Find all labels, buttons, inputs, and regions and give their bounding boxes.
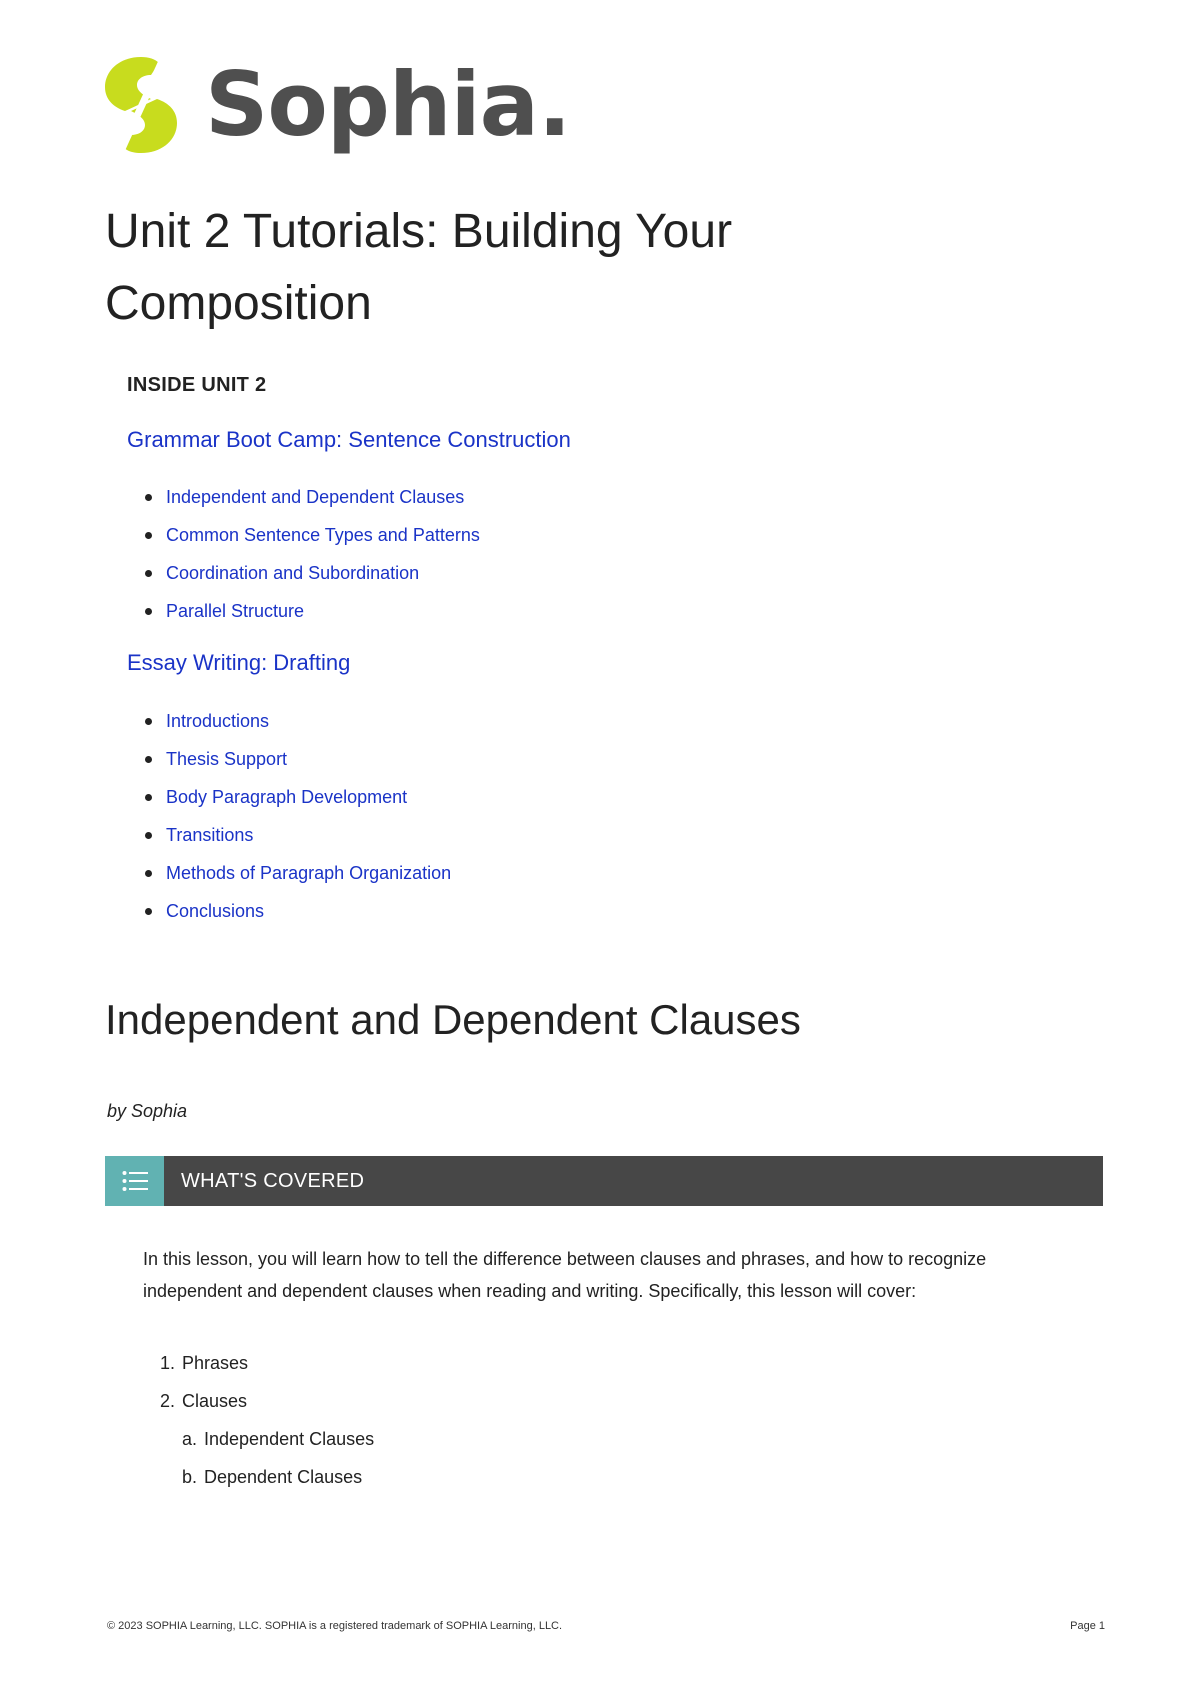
item-letter: b.: [182, 1466, 198, 1487]
tutorial-link[interactable]: Independent and Dependent Clauses: [166, 486, 465, 507]
list-item: [145, 592, 480, 630]
list-item: [145, 892, 451, 930]
bullet-icon: [145, 718, 152, 725]
bullet-icon: [145, 908, 152, 915]
item-letter: a.: [182, 1428, 198, 1449]
subtopic-list: [160, 1420, 374, 1496]
copyright-text: © 2023 SOPHIA Learning, LLC. SOPHIA is a registered trademark of SOPHIA Learning, LLC.: [107, 1620, 563, 1632]
lesson-title: Independent and Dependent Clauses: [105, 996, 801, 1043]
list-item: [160, 1382, 374, 1420]
sophia-wordmark: Sophia.: [205, 53, 571, 156]
list-item: [145, 516, 480, 554]
whats-covered-banner: [105, 1156, 1103, 1206]
item-number: 1.: [160, 1352, 176, 1373]
bullet-icon: [145, 870, 152, 877]
tutorial-link[interactable]: Conclusions: [166, 900, 265, 921]
topic-label: Clauses: [182, 1390, 248, 1411]
bullet-icon: [145, 794, 152, 801]
tutorial-link[interactable]: Thesis Support: [166, 748, 288, 769]
bullet-icon: [145, 532, 152, 539]
list-item: [182, 1458, 374, 1496]
whats-covered-label: WHAT'S COVERED: [181, 1169, 365, 1192]
covered-topics-list: [160, 1344, 374, 1496]
bullet-icon: [145, 608, 152, 615]
page-number: Page 1: [1070, 1620, 1105, 1632]
subtopic-container: [160, 1420, 374, 1496]
lesson-intro: In this lesson, you will learn how to tell the difference between clauses and phrases, and how to recognize independent and dependent clauses when reading and writing. Specifically, this lesson will cover:: [143, 1249, 987, 1301]
list-item: [145, 554, 480, 592]
section-link-essay-writing[interactable]: Essay Writing: Drafting: [127, 650, 351, 675]
section-link-grammar-boot-camp[interactable]: Grammar Boot Camp: Sentence Construction: [127, 427, 571, 452]
document-title: Unit 2 Tutorials: Building Your Composition: [105, 205, 733, 330]
tutorial-link[interactable]: Methods of Paragraph Organization: [166, 862, 452, 883]
topic-label: Phrases: [182, 1352, 249, 1373]
list-item: [145, 778, 451, 816]
list-item: [182, 1420, 374, 1458]
bullet-icon: [145, 570, 152, 577]
list-item: [145, 740, 451, 778]
list-item: [145, 702, 451, 740]
subtopic-label: Independent Clauses: [204, 1428, 375, 1449]
tutorial-link[interactable]: Transitions: [166, 824, 254, 845]
list-item: [145, 854, 451, 892]
grammar-tutorial-list: [145, 478, 480, 630]
bullet-icon: [145, 756, 152, 763]
sophia-logo-mark-icon: [103, 55, 179, 155]
list-item: [160, 1344, 374, 1382]
byline: by Sophia: [107, 1101, 188, 1121]
list-item: [145, 816, 451, 854]
tutorial-link[interactable]: Body Paragraph Development: [166, 786, 408, 807]
list-item: [145, 478, 480, 516]
list-icon: [105, 1156, 164, 1206]
tutorial-link[interactable]: Parallel Structure: [166, 600, 305, 621]
bullet-icon: [145, 494, 152, 501]
tutorial-link[interactable]: Common Sentence Types and Patterns: [166, 524, 480, 545]
tutorial-link[interactable]: Coordination and Subordination: [166, 562, 420, 583]
essay-tutorial-list: [145, 702, 451, 930]
inside-unit-heading: INSIDE UNIT 2: [127, 374, 267, 396]
tutorial-link[interactable]: Introductions: [166, 710, 270, 731]
page-footer: [107, 1620, 1105, 1632]
bullet-icon: [145, 832, 152, 839]
subtopic-label: Dependent Clauses: [204, 1466, 363, 1487]
sophia-logo: [103, 55, 570, 155]
item-number: 2.: [160, 1390, 176, 1411]
